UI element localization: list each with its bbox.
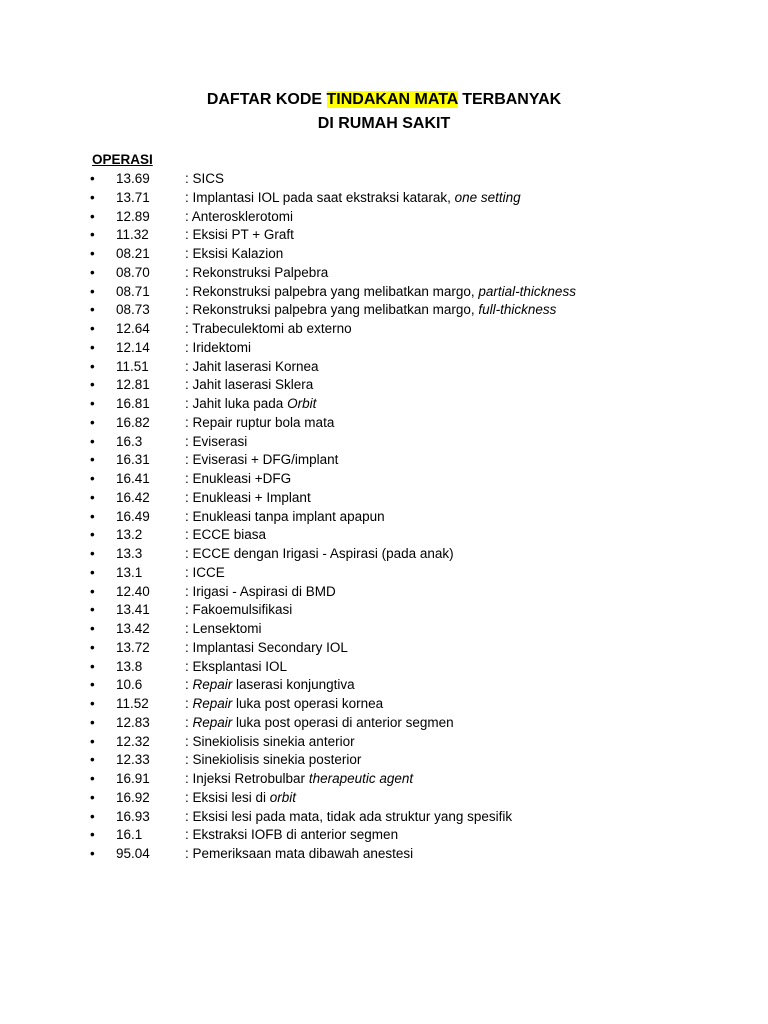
bullet-marker: • (90, 246, 95, 261)
title-text-after: TERBANYAK (457, 91, 562, 108)
bullet-marker: • (90, 621, 95, 636)
description-text: : Enukleasi + Implant (185, 489, 311, 505)
procedure-code: 16.82 (116, 414, 150, 430)
procedure-code: 11.32 (116, 227, 149, 243)
description-text: : Eksplantasi IOL (185, 658, 288, 674)
procedure-description (185, 339, 251, 358)
list-item (0, 470, 768, 489)
bullet-marker: • (90, 321, 95, 336)
list-item (0, 320, 768, 339)
procedure-code: 16.81 (116, 396, 150, 411)
procedure-description (185, 620, 262, 639)
section-heading: OPERASI (92, 152, 153, 167)
bullet-marker: • (90, 227, 95, 243)
description-text: : Enukleasi tanpa implant apapun (185, 508, 385, 524)
procedure-code: 95.04 (116, 846, 150, 861)
description-prefix: : (185, 677, 193, 693)
list-item (0, 751, 768, 770)
list-item (0, 583, 768, 602)
procedure-description (185, 189, 521, 208)
bullet-marker: • (90, 527, 95, 543)
procedure-code: 16.93 (116, 808, 150, 824)
description-italic-text: partial-thickness (478, 283, 576, 299)
procedure-code: 16.41 (116, 471, 150, 486)
list-item (0, 695, 768, 714)
bullet-marker: • (90, 358, 95, 374)
list-item (0, 264, 768, 283)
description-text: : Jahit laserasi Kornea (185, 358, 319, 374)
bullet-marker: • (90, 789, 95, 805)
description-text: : Sinekiolisis sinekia anterior (185, 733, 355, 749)
procedure-code: 13.42 (116, 621, 150, 636)
procedure-code: 13.72 (116, 639, 150, 655)
procedure-code: 12.89 (116, 208, 150, 224)
description-prefix: : (185, 714, 193, 730)
description-italic-text: Repair (192, 714, 233, 730)
procedure-code: 13.3 (116, 546, 143, 561)
procedure-description (185, 208, 293, 227)
bullet-marker: • (90, 677, 95, 693)
bullet-marker: • (90, 433, 95, 449)
description-text: : Anterosklerotomi (185, 208, 294, 224)
bullet-marker: • (90, 714, 95, 730)
description-text: : Eksisi PT + Graft (185, 227, 294, 243)
procedure-code: 12.81 (116, 377, 150, 393)
title-highlighted-text: TINDAKAN MATA (326, 91, 458, 108)
procedure-code: 08.71 (116, 283, 150, 299)
list-item (0, 808, 768, 827)
bullet-marker: • (90, 583, 95, 599)
procedure-description (185, 601, 292, 620)
procedure-description (185, 358, 319, 377)
list-item (0, 358, 768, 377)
procedure-description (185, 845, 413, 864)
description-text: : Rekonstruksi Palpebra (185, 264, 329, 280)
bullet-marker: • (90, 602, 95, 618)
list-item (0, 545, 768, 564)
procedure-code: 13.1 (116, 564, 143, 580)
list-item (0, 301, 768, 320)
procedure-code: 12.40 (116, 583, 150, 599)
bullet-marker: • (90, 377, 95, 393)
bullet-marker: • (90, 208, 95, 224)
procedure-description (185, 770, 413, 789)
procedure-description (185, 320, 352, 339)
description-italic-text: Repair (192, 696, 233, 711)
bullet-marker: • (90, 452, 95, 468)
description-text: : Jahit luka pada (185, 396, 288, 411)
list-item (0, 283, 768, 302)
list-item (0, 564, 768, 583)
procedure-description (185, 733, 355, 752)
list-item (0, 770, 768, 789)
list-item (0, 620, 768, 639)
description-text: : Eviserasi + DFG/implant (185, 452, 339, 468)
list-item (0, 414, 768, 433)
description-text: : Ekstraksi IOFB di anterior segmen (185, 827, 399, 843)
bullet-marker: • (90, 189, 95, 205)
procedure-code: 16.1 (116, 827, 143, 843)
bullet-marker: • (90, 808, 95, 824)
bullet-marker: • (90, 264, 95, 280)
description-italic-text: therapeutic agent (308, 771, 414, 786)
bullet-marker: • (90, 752, 95, 768)
procedure-description (185, 283, 576, 302)
description-text: luka post operasi di anterior segmen (232, 714, 454, 730)
list-item (0, 639, 768, 658)
procedure-description (185, 714, 454, 733)
list-item (0, 601, 768, 620)
description-text: : Eksisi Kalazion (185, 246, 284, 261)
description-text: : SICS (185, 171, 225, 186)
description-text: : Rekonstruksi palpebra yang melibatkan margo, (185, 283, 479, 299)
procedure-description (185, 789, 296, 808)
list-item (0, 226, 768, 245)
bullet-marker: • (90, 283, 95, 299)
procedure-description (185, 676, 355, 695)
description-text: : ECCE biasa (185, 527, 267, 543)
bullet-marker: • (90, 508, 95, 524)
procedure-code: 08.73 (116, 302, 150, 318)
procedure-code: 13.71 (116, 189, 150, 205)
list-item (0, 826, 768, 845)
procedure-description (185, 826, 398, 845)
list-item (0, 433, 768, 452)
bullet-marker: • (90, 846, 95, 861)
bullet-marker: • (90, 771, 95, 786)
list-item (0, 526, 768, 545)
description-text: : Jahit laserasi Sklera (185, 377, 314, 393)
description-text: : Irigasi - Aspirasi di BMD (185, 583, 336, 599)
procedure-code: 08.70 (116, 264, 150, 280)
procedure-code: 16.3 (116, 433, 143, 449)
title-text-before: DAFTAR KODE (206, 91, 327, 108)
list-item (0, 208, 768, 227)
bullet-marker: • (90, 339, 95, 355)
bullet-marker: • (90, 696, 95, 711)
procedure-description (185, 658, 287, 677)
description-text: : Trabeculektomi ab externo (185, 321, 352, 336)
procedure-description (185, 508, 385, 527)
procedure-description (185, 451, 338, 470)
description-text: luka post operasi kornea (232, 696, 384, 711)
procedure-description (185, 808, 512, 827)
procedure-code: 08.21 (116, 246, 150, 261)
procedure-code: 16.49 (116, 508, 150, 524)
procedure-code: 16.92 (116, 789, 150, 805)
bullet-marker: • (90, 827, 95, 843)
bullet-marker: • (90, 396, 95, 411)
procedure-code: 16.31 (116, 452, 150, 468)
description-text: : Pemeriksaan mata dibawah anestesi (185, 846, 414, 861)
description-italic-text: Repair (192, 677, 233, 693)
bullet-marker: • (90, 414, 95, 430)
description-text: : Injeksi Retrobulbar (185, 771, 309, 786)
bullet-marker: • (90, 471, 95, 486)
list-item (0, 658, 768, 677)
procedure-code: 13.8 (116, 658, 143, 674)
list-item (0, 489, 768, 508)
description-text: : Implantasi IOL pada saat ekstraksi katarak, (185, 189, 455, 205)
procedure-code: 11.51 (116, 358, 149, 374)
procedure-code: 12.64 (116, 321, 150, 336)
description-text: : Repair ruptur bola mata (185, 414, 335, 430)
procedure-code: 10.6 (116, 677, 143, 693)
list-item (0, 451, 768, 470)
procedure-description (185, 695, 383, 714)
procedure-code: 13.41 (116, 602, 150, 618)
bullet-marker: • (90, 302, 95, 318)
bullet-marker: • (90, 564, 95, 580)
procedure-description (185, 376, 313, 395)
bullet-marker: • (90, 489, 95, 505)
list-item (0, 339, 768, 358)
list-item (0, 845, 768, 864)
description-text: laserasi konjungtiva (232, 677, 355, 693)
document-title-line-2: DI RUMAH SAKIT (317, 115, 451, 132)
procedure-code: 13.69 (116, 171, 150, 186)
description-text: : Iridektomi (185, 339, 252, 355)
document-title-line-1 (0, 90, 768, 110)
description-text: : Sinekiolisis sinekia posterior (185, 752, 362, 768)
procedure-description (185, 414, 334, 433)
description-text: : Fakoemulsifikasi (185, 602, 293, 618)
description-text: : Eksisi lesi di (185, 789, 270, 805)
procedure-description (185, 433, 247, 452)
list-item (0, 189, 768, 208)
procedure-description (185, 395, 316, 414)
procedure-code-list (0, 170, 768, 864)
procedure-code: 12.32 (116, 733, 150, 749)
list-item (0, 170, 768, 189)
procedure-code: 12.14 (116, 339, 150, 355)
list-item (0, 245, 768, 264)
procedure-description (185, 264, 328, 283)
description-text: : Enukleasi +DFG (185, 471, 292, 486)
bullet-marker: • (90, 546, 95, 561)
description-text: : Rekonstruksi palpebra yang melibatkan margo, (185, 302, 479, 318)
description-italic-text: Orbit (287, 396, 317, 411)
procedure-description (185, 526, 266, 545)
description-text: : Lensektomi (185, 621, 262, 636)
description-prefix: : (185, 696, 193, 711)
procedure-description (185, 245, 283, 264)
description-text: : ICCE (185, 564, 225, 580)
procedure-description (185, 545, 454, 564)
description-text: : Eviserasi (185, 433, 248, 449)
procedure-code: 16.42 (116, 489, 150, 505)
procedure-code: 11.52 (116, 696, 149, 711)
procedure-description (185, 639, 348, 658)
list-item (0, 376, 768, 395)
description-text: : ECCE dengan Irigasi - Aspirasi (pada anak) (185, 546, 454, 561)
procedure-code: 12.83 (116, 714, 150, 730)
procedure-description (185, 470, 291, 489)
procedure-code: 12.33 (116, 752, 150, 768)
list-item (0, 395, 768, 414)
procedure-code: 13.2 (116, 527, 143, 543)
list-item (0, 789, 768, 808)
bullet-marker: • (90, 639, 95, 655)
procedure-description (185, 489, 311, 508)
procedure-description (185, 170, 224, 189)
procedure-description (185, 583, 336, 602)
description-italic-text: orbit (269, 789, 297, 805)
description-text: : Implantasi Secondary IOL (185, 639, 348, 655)
description-italic-text: one setting (454, 189, 521, 205)
bullet-marker: • (90, 658, 95, 674)
list-item (0, 676, 768, 695)
bullet-marker: • (90, 733, 95, 749)
procedure-description (185, 751, 361, 770)
procedure-description (185, 564, 225, 583)
description-italic-text: full-thickness (478, 302, 557, 318)
list-item (0, 508, 768, 527)
procedure-code: 16.91 (116, 771, 150, 786)
bullet-marker: • (90, 171, 95, 186)
description-text: : Eksisi lesi pada mata, tidak ada struktur yang spesifik (185, 808, 513, 824)
procedure-description (185, 226, 294, 245)
procedure-description (185, 301, 556, 320)
list-item (0, 714, 768, 733)
list-item (0, 733, 768, 752)
